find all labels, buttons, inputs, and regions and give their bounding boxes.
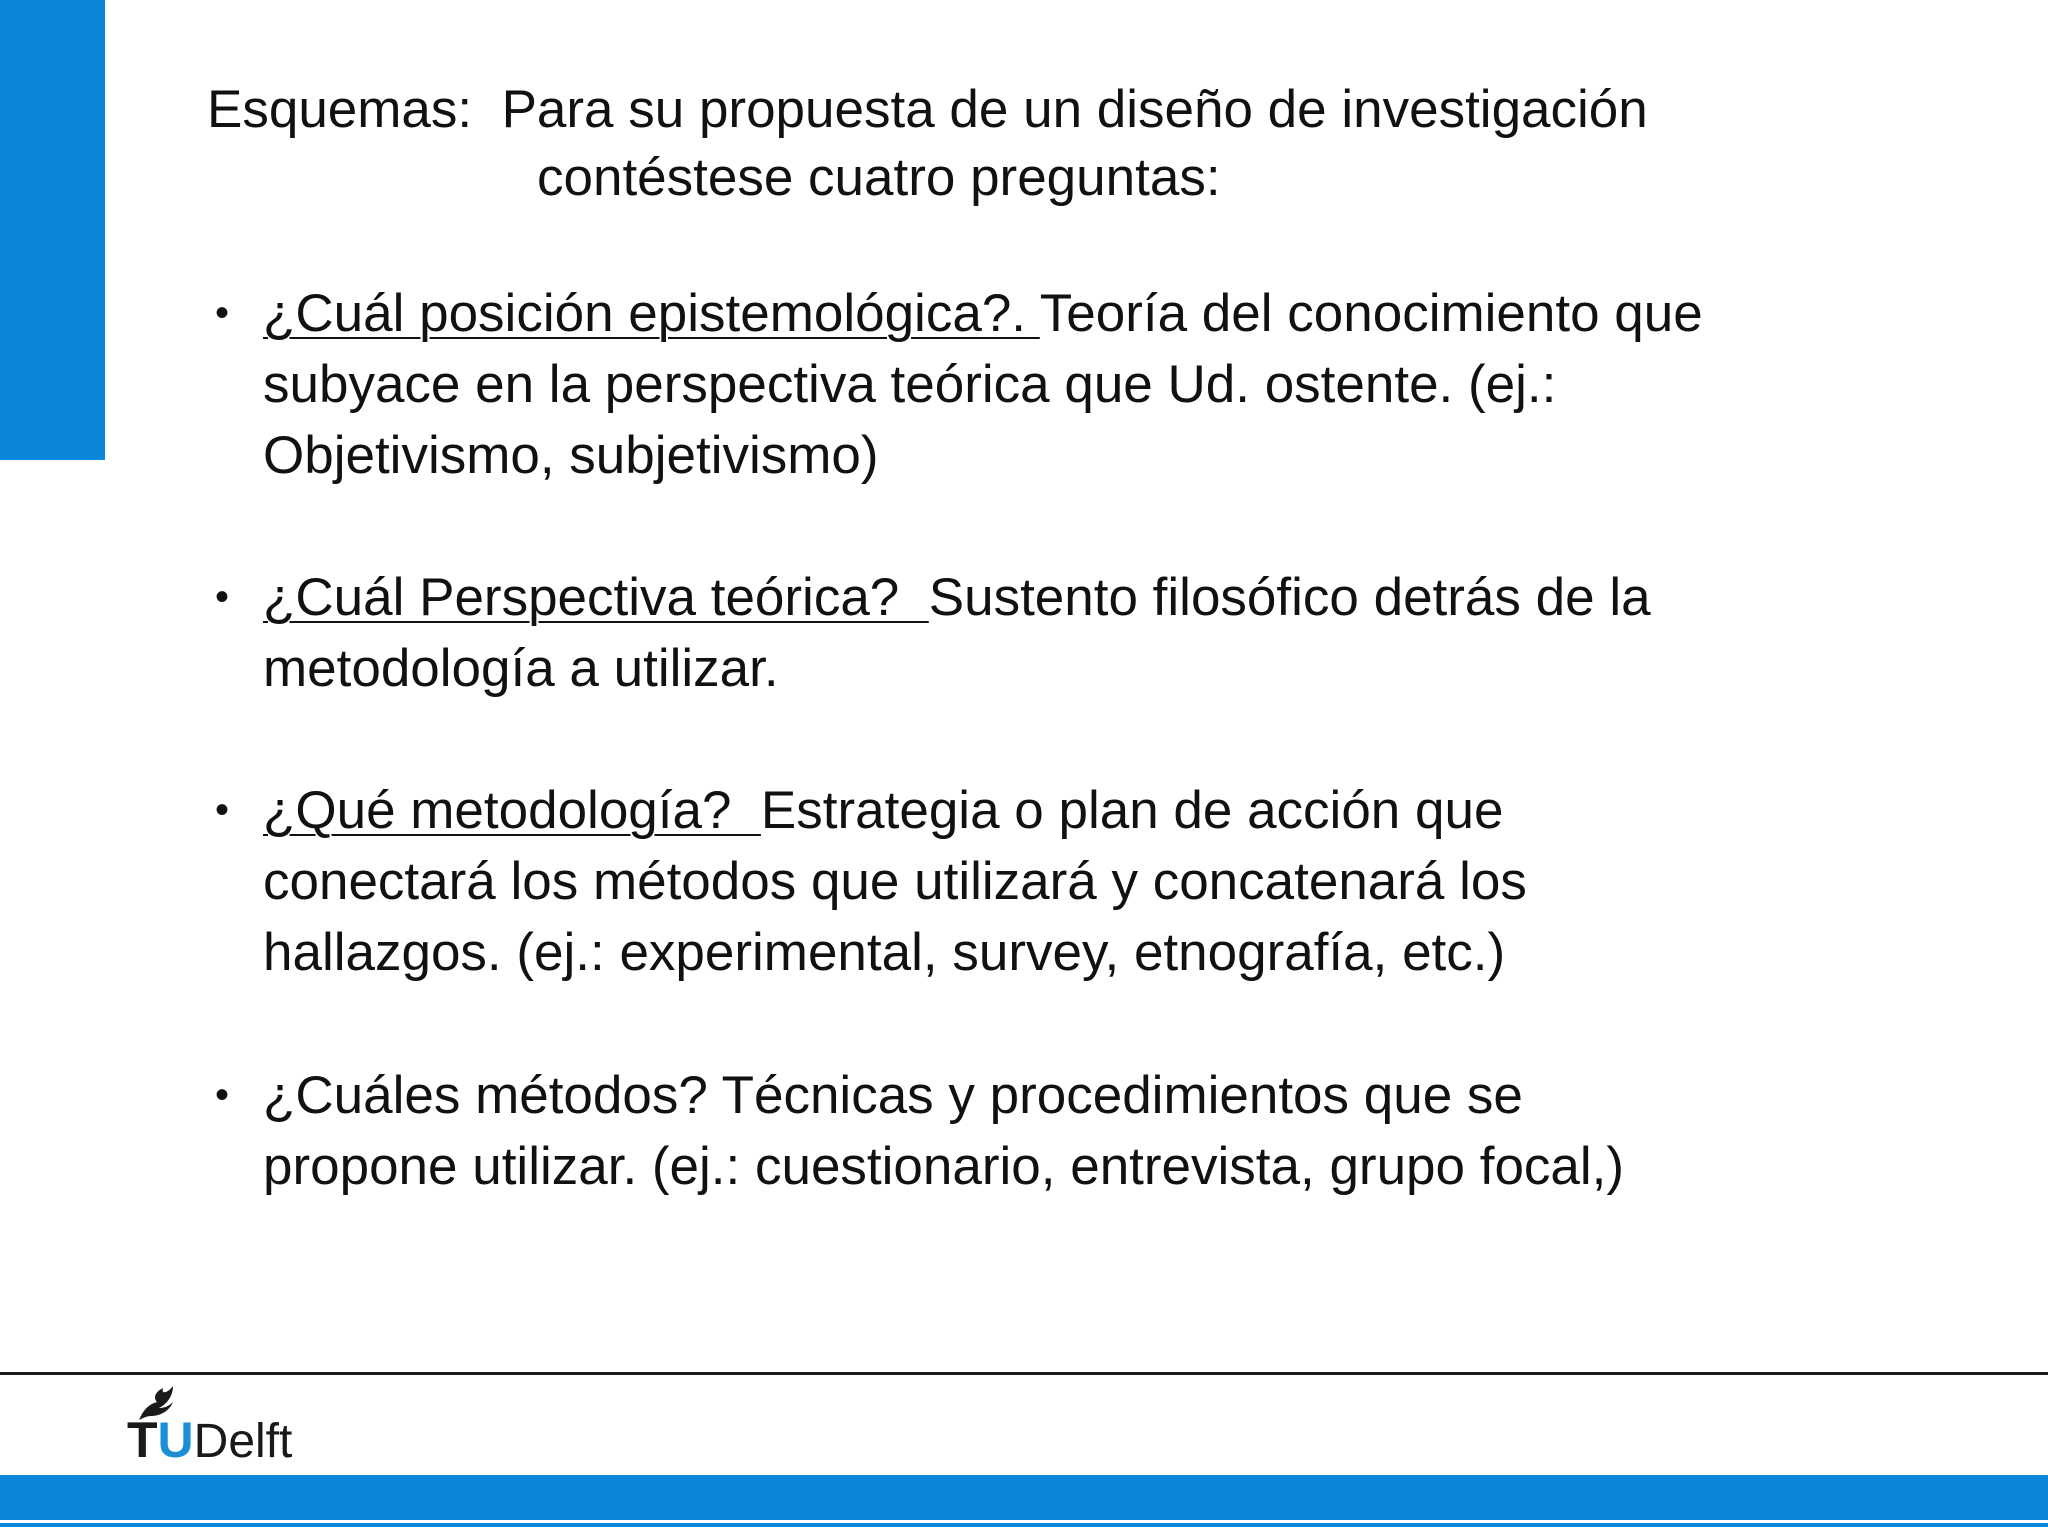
bullet-marker: • <box>215 291 230 335</box>
bullet-item-epistemology <box>215 278 1855 491</box>
logo-letter-t: T <box>127 1412 158 1468</box>
bullet-item-theoretical-perspective <box>215 562 1855 704</box>
slide-title-line-2: contéstese cuatro preguntas: <box>537 148 1221 207</box>
accent-side-bar <box>0 0 105 460</box>
bullet-content <box>263 278 1855 491</box>
bullet-description: ¿Cuáles métodos? Técnicas y procedimientos que se propone utilizar. (ej.: cuestionario, entrevista, grupo focal,) <box>263 1066 1625 1196</box>
bullet-content <box>263 1060 1855 1202</box>
logo-letter-u: U <box>157 1412 194 1468</box>
bullet-description: Teoría del conocimiento que subyace en la perspectiva teórica que Ud. ostente. (ej.: Objetivismo, subjetivismo) <box>263 284 1703 485</box>
bullet-question: ¿Cuál posición epistemológica?. <box>263 284 1040 343</box>
logo-delft: Delft <box>193 1415 293 1468</box>
bullet-content <box>263 562 1855 704</box>
bullet-marker: • <box>215 788 230 832</box>
bullet-marker: • <box>215 575 230 619</box>
slide-title <box>207 76 1907 212</box>
bullet-marker: • <box>215 1073 230 1117</box>
bullet-item-methods <box>215 1060 1855 1202</box>
footer-line <box>0 1523 2048 1527</box>
slide-title-line-1: Esquemas: Para su propuesta de un diseño de investigación <box>207 80 1648 139</box>
logo-wordmark <box>127 1412 292 1470</box>
bullet-description: Sustento filosófico detrás de la metodología a utilizar. <box>263 568 1651 698</box>
bullet-question: ¿Cuál Perspectiva teórica? <box>263 568 929 627</box>
bullet-content <box>263 775 1855 988</box>
bullet-question: ¿Qué metodología? <box>263 781 761 840</box>
footer-bar <box>0 1475 2048 1520</box>
bullet-description: Estrategia o plan de acción que conectará los métodos que utilizará y concatenará los hallazgos. (ej.: experimental, survey, etnografía, etc.) <box>263 781 1527 982</box>
bullet-item-methodology <box>215 775 1855 988</box>
footer-divider <box>0 1372 2048 1375</box>
tu-delft-logo <box>127 1382 347 1468</box>
